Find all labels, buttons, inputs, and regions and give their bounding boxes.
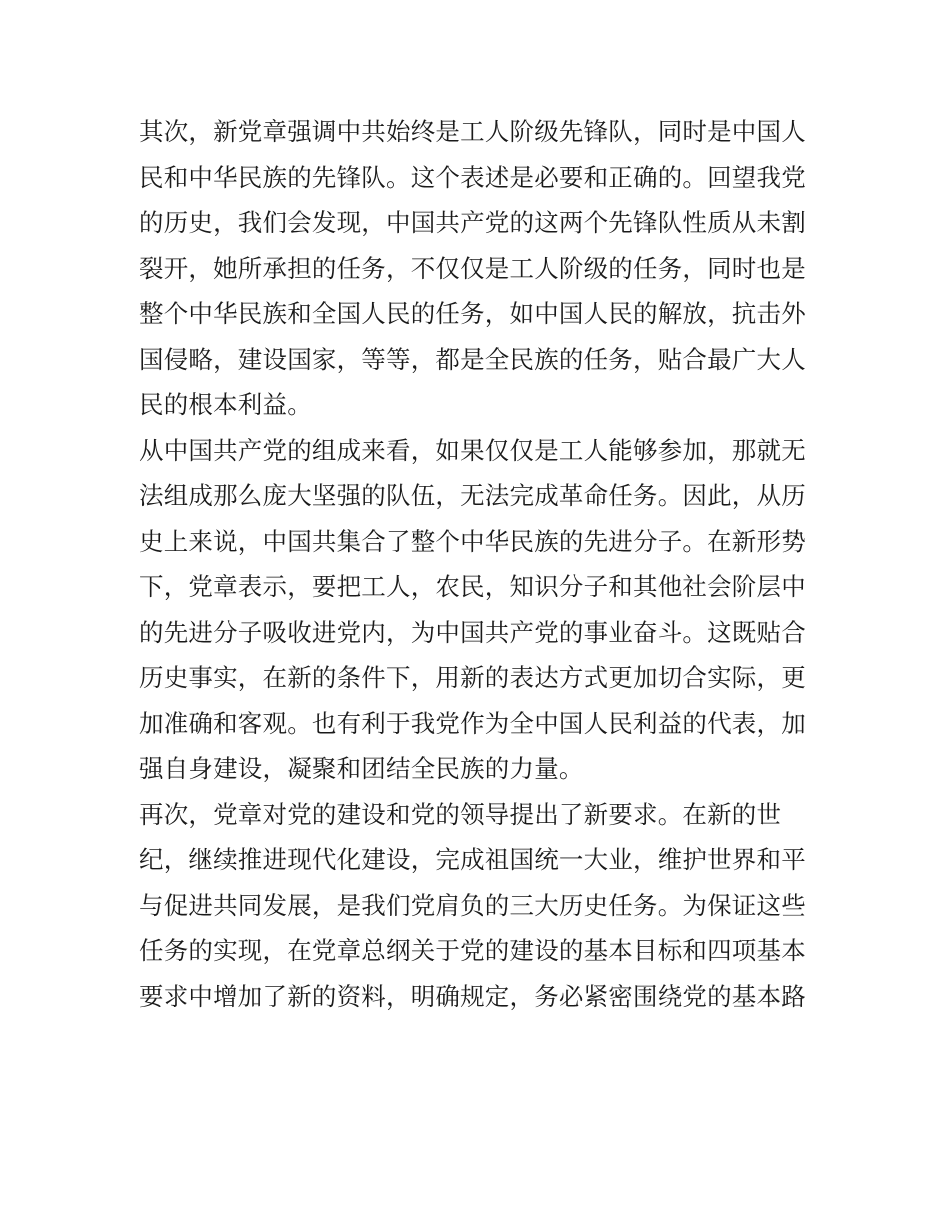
text-line: 加准确和客观。也有利于我党作为全中国人民利益的代表，加 bbox=[139, 708, 806, 738]
text-line: 国侵略，建设国家，等等，都是全民族的任务，贴合最广大人 bbox=[139, 344, 806, 374]
text-line: 裂开，她所承担的任务，不仅仅是工人阶级的任务，同时也是 bbox=[139, 253, 806, 283]
text-line: 历史事实，在新的条件下，用新的表达方式更加切合实际，更 bbox=[139, 663, 806, 692]
text-line: 从中国共产党的组成来看，如果仅仅是工人能够参加，那就无 bbox=[139, 435, 806, 465]
text-line: 与促进共同发展，是我们党肩负的三大历史任务。为保证这些 bbox=[139, 890, 806, 920]
text-line: 的先进分子吸收进党内，为中国共产党的事业奋斗。这既贴合 bbox=[139, 617, 806, 647]
text-line: 下，党章表示，要把工人，农民，知识分子和其他社会阶层中 bbox=[139, 572, 806, 601]
text-line: 民和中华民族的先锋队。这个表述是必要和正确的。回望我党 bbox=[139, 162, 806, 192]
text-line: 纪，继续推进现代化建设，完成祖国统一大业，维护世界和平 bbox=[139, 845, 806, 874]
text-line: 再次，党章对党的建设和党的领导提出了新要求。在新的世 bbox=[139, 799, 782, 829]
text-line: 其次，新党章强调中共始终是工人阶级先锋队，同时是中国人 bbox=[139, 117, 806, 146]
text-line: 整个中华民族和全国人民的任务，如中国人民的解放，抗击外 bbox=[139, 299, 806, 328]
text-line: 要求中增加了新的资料，明确规定，务必紧密围绕党的基本路 bbox=[139, 981, 806, 1011]
text-line: 强自身建设，凝聚和团结全民族的力量。 bbox=[139, 754, 584, 783]
document-body bbox=[139, 109, 819, 1019]
text-line: 法组成那么庞大坚强的队伍，无法完成革命任务。因此，从历 bbox=[139, 481, 806, 510]
text-line: 民的根本利益。 bbox=[139, 390, 312, 419]
text-line: 任务的实现，在党章总纲关于党的建设的基本目标和四项基本 bbox=[139, 936, 806, 965]
text-line: 史上来说，中国共集合了整个中华民族的先进分子。在新形势 bbox=[139, 526, 806, 556]
text-line: 的历史，我们会发现，中国共产党的这两个先锋队性质从未割 bbox=[139, 208, 806, 237]
